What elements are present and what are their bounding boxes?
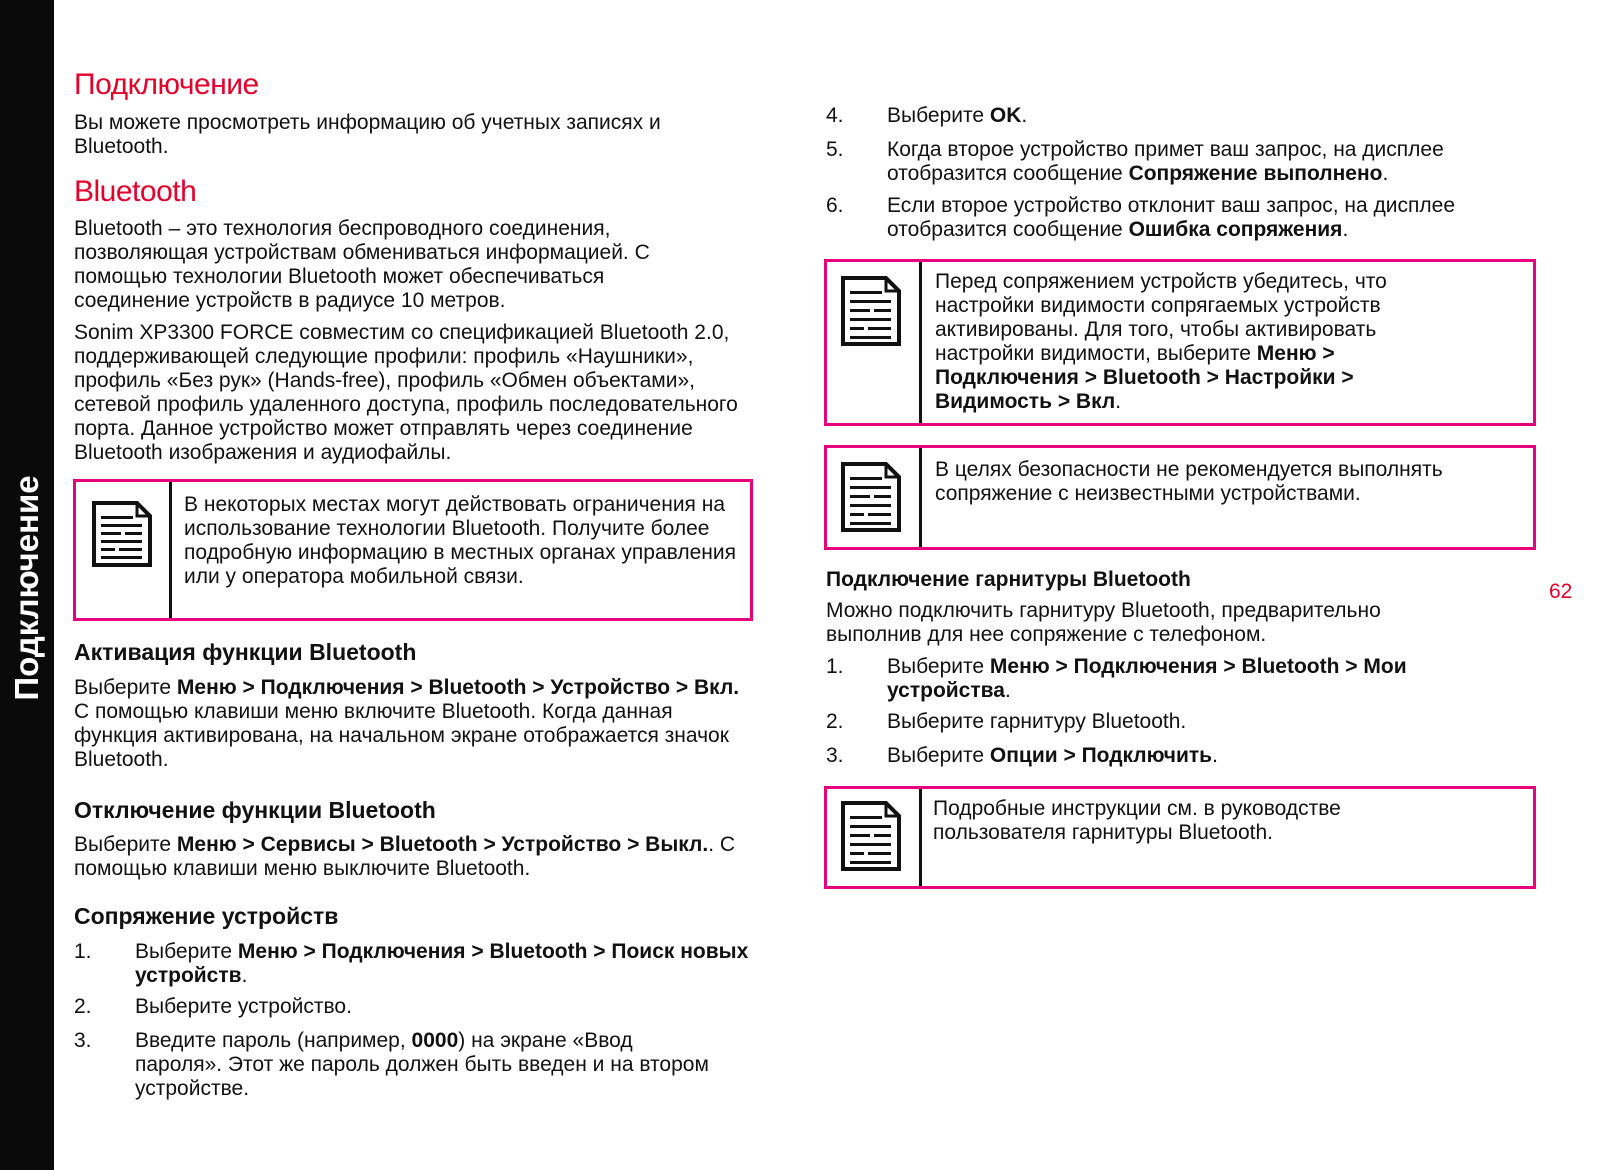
document-note-icon [840, 800, 902, 872]
deactivation-heading: Отключение функции Bluetooth [74, 797, 436, 823]
note-text: В целях безопасности не рекомендуется выполнять сопряжение с неизвестными устройствами. [935, 458, 1443, 505]
note-text: Перед сопряжением устройств убедитесь, что настройки видимости сопрягаемых устройств активированы. Для того, чтобы активировать настройки видимости, выберите Меню > Подключения > Bluetooth > Настройки > Видимость > Вкл. [935, 270, 1387, 413]
bluetooth-heading: Bluetooth [74, 175, 197, 208]
side-tab-label: Подключение [8, 475, 45, 701]
document-note-icon [840, 461, 902, 533]
note-divider [919, 789, 922, 886]
menu-path: Меню > Подключения > Bluetooth > Устройство > Вкл. [176, 676, 740, 699]
document-note-icon [840, 275, 902, 347]
section-title: Подключение [74, 68, 259, 101]
note-text: Подробные инструкции см. в руководстве пользователя гарнитуры Bluetooth. [933, 797, 1341, 844]
side-tab [0, 0, 54, 1170]
activation-paragraph: Выберите Меню > Подключения > Bluetooth > Устройство > Вкл. С помощью клавиши меню включите Bluetooth. Когда данная функция активирована, на начальном экране отображается значок Bluetooth. [74, 676, 740, 771]
note-box-restrictions [73, 479, 753, 621]
note-text: В некоторых местах могут действовать ограничения на использование технологии Bluetooth. Получите более подробную информацию в местных органах управления или у оператора мобильной связи. [184, 493, 736, 588]
bluetooth-paragraph-2: Sonim XP3300 FORCE совместим со спецификацией Bluetooth 2.0, поддерживающей следующие профили: профиль «Наушники», профиль «Без рук» (Hands-free), профиль «Обмен объектами», сетевой профиль удаленного доступа, профиль последовательного порта. Данное устройство может отправлять через соединение Bluetooth изображения и аудиофайлы. [74, 321, 738, 464]
note-divider [169, 482, 172, 618]
activation-heading: Активация функции Bluetooth [74, 639, 417, 665]
bluetooth-paragraph-1: Bluetooth – это технология беспроводного соединения, позволяющая устройствам обмениваться информацией. С помощью технологии Bluetooth может обеспечиваться соединение устройств в радиусе 10 метров. [74, 217, 650, 312]
headset-heading: Подключение гарнитуры Bluetooth [826, 568, 1191, 591]
note-box-security [824, 445, 1536, 550]
page-number: 62 [1549, 580, 1573, 603]
note-divider [919, 262, 922, 423]
deactivation-paragraph: Выберите Меню > Сервисы > Bluetooth > Устройство > Выкл.. С помощью клавиши меню выключите Bluetooth. [74, 833, 736, 880]
note-box-visibility [824, 259, 1536, 426]
note-divider [919, 448, 922, 547]
menu-path: Меню > Сервисы > Bluetooth > Устройство > Выкл. [176, 833, 709, 856]
headset-intro: Можно подключить гарнитуру Bluetooth, предварительно выполнив для нее сопряжение с телефоном. [826, 599, 1381, 646]
note-box-headset [824, 786, 1536, 889]
pairing-heading: Сопряжение устройств [74, 903, 339, 929]
intro-paragraph: Вы можете просмотреть информацию об учетных записях и Bluetooth. [74, 111, 661, 158]
document-note-icon [91, 500, 153, 568]
menu-path: Меню > Подключения > Bluetooth > Настройки > Видимость > Вкл [935, 342, 1354, 413]
